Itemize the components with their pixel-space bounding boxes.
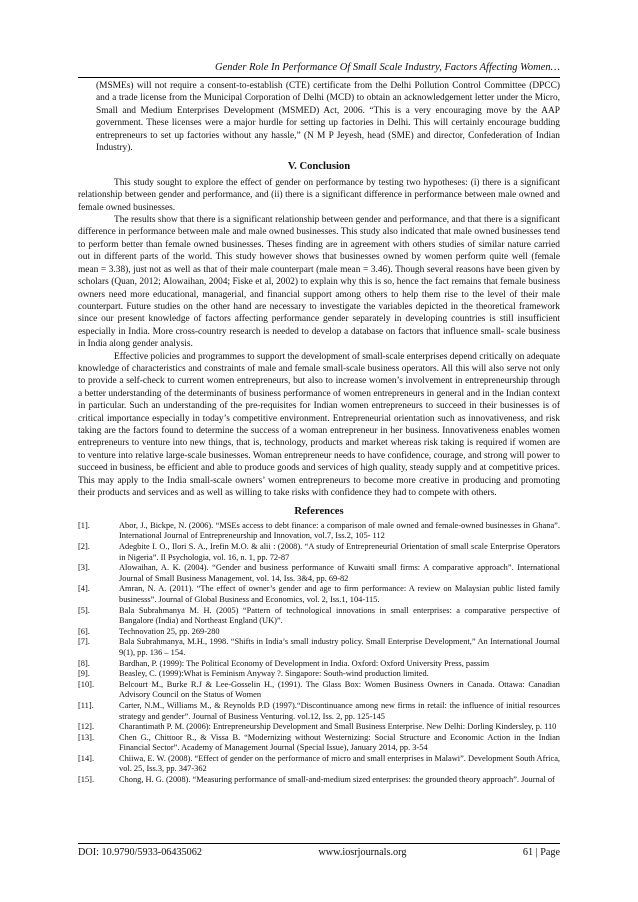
reference-number: [13]. <box>78 732 95 742</box>
reference-text: Adegbite I. O., Ilori S. A., Irefin M.O. & alii : (2008). “A study of Entrepreneurial Orientation of small scale Enterprise Operators in Nigeria”. Il Psychologia, vol. 16, n. 1, pp. 72-87 <box>119 542 560 562</box>
reference-item <box>78 542 560 563</box>
reference-text: Chen G., Chittoor R., & Vissa B. “Modernizing without Westernizing: Social Structure and Economic Action in the Indian Financial Sector”. Academy of Management Journal (Special Issue), January 2014, pp. 3-54 <box>119 732 560 753</box>
reference-text: Chong, H. G. (2008). “Measuring performance of small-and-medium sized enterprises: the grounded theory approach”. Journal of <box>119 775 555 785</box>
references-title: References <box>294 506 344 518</box>
reference-number: [9]. <box>78 669 90 679</box>
reference-text: Technovation 25, pp. 269-280 <box>119 626 220 636</box>
quote-paragraph: (MSMEs) will not require a consent-to-establish (CTE) certificate from the Delhi Pollution Control Committee (DPCC) and a trade license from the Municipal Corporation of Delhi (MCD) to obtain an acknowledgement letter under the Micro, Small and Medium Enterprises Development (MSMED) Act, 2006. “This is a very encouraging move by the AAP government. These licenses were a major hurdle for setting up factories in Delhi. This will certainly encourage budding entrepreneurs to set up factories without any hassle,” (N M P Jeyesh, head (SME) and director, Confederation of Indian Industry). <box>96 81 560 154</box>
reference-item <box>78 733 560 754</box>
reference-text: Chiiwa, E. W. (2008). “Effect of gender on the performance of micro and small enterprises in Malawi”. Development South Africa, vol. 25, Iss.3, pp. 347-362 <box>119 753 560 774</box>
reference-item <box>78 669 560 680</box>
reference-number: [4]. <box>78 584 90 594</box>
reference-number: [5]. <box>78 605 90 615</box>
reference-item <box>78 637 560 658</box>
reference-item <box>78 606 560 627</box>
reference-number: [14]. <box>78 753 95 763</box>
doi-text: DOI: 10.9790/5933-06435062 <box>78 847 202 858</box>
reference-text: Alowaihan, A. K. (2004). “Gender and business performance of Kuwaiti small firms: A comparative approach”. International Journal of Small Business Management, vol. 14, Iss. 3&4, pp. 69-82 <box>119 563 560 583</box>
header-rule <box>78 77 560 78</box>
reference-item <box>78 680 560 701</box>
reference-item <box>78 775 560 786</box>
reference-item <box>78 584 560 605</box>
reference-item <box>78 521 560 542</box>
reference-item <box>78 722 560 733</box>
reference-list <box>78 521 560 786</box>
reference-text: Belcourt M., Burke R.J & Lee-Gosselin H., (1991). The Glass Box: Women Business Owners in Canada. Ottawa: Canadian Advisory Council on the Status of Women <box>119 679 560 700</box>
reference-text: Carter, N.M., Williams M., & Reynolds P.D (1997).“Discontinuance among new firms in retail: the influence of initial resources strategy and gender”. Journal of Business Venturing. vol.12, Iss. 2, pp. 125-145 <box>119 700 560 721</box>
reference-number: [8]. <box>78 658 90 668</box>
reference-number: [6]. <box>78 626 90 636</box>
reference-number: [10]. <box>78 679 95 689</box>
body-paragraph: This study sought to explore the effect of gender on performance by testing two hypotheses: (i) there is a significant relationship between gender and performance, and (ii) there is a significant difference in performance between male owned and female owned businesses. <box>78 177 560 213</box>
reference-text: Charantimath P. M. (2006): Entrepreneurship Development and Small Business Enterprise. New Delhi: Dorling Kindersley, p. 110 <box>119 722 557 732</box>
reference-number: [1]. <box>78 520 90 530</box>
reference-number: [3]. <box>78 563 90 573</box>
journal-website: www.iosrjournals.org <box>318 847 407 858</box>
page-footer <box>78 847 560 858</box>
body-paragraph: Effective policies and programmes to support the development of small-scale enterprises depend critically on adequate knowledge of characteristics and constraints of male and female small-scale business operators. All this will also serve not only to provide a self-check to current women entrepreneurs, but also to increase women’s involvement in entrepreneurship through a better understanding of the determinants of business performance of women entrepreneurs in general and in the Indian context in particular. Such an understanding of the pre-requisites for Indian women entrepreneurs to succeed in their businesses is of critical importance especially in today’s competitive environment. Entrepreneurial orientation such as innovativeness, and risk taking are the factors found to determine the success of a woman entrepreneur in her business. Innovativeness enables women entrepreneurs to venture into new things, that is, technology, products and market whereas risk taking is required if women are to venture into relative large-scale businesses. Woman entrepreneur needs to have confidence, courage, and strong will power to succeed in business, be efficient and able to produce goods and services of high quality, steady supply and at competitive prices. This may apply to the India small-scale owners’ women entrepreneurs to become more creative in producing and promoting their products and services and as well as willing to take risks with confidence they had to compete with others. <box>78 351 560 498</box>
reference-number: [15]. <box>78 775 95 785</box>
reference-item <box>78 754 560 775</box>
reference-item <box>78 563 560 584</box>
running-head: Gender Role In Performance Of Small Scale Industry, Factors Affecting Women… <box>215 62 560 73</box>
body-paragraph: The results show that there is a significant relationship between gender and performance, and that there is a significant difference in performance between male and male owned businesses. This study also indicated that male owned businesses tend to perform better than female owned businesses. Theses finding are in agreement with others studies of similar nature carried out in different parts of the world. This study however shows that businesses owned by women perform quite well (female mean = 3.38), just not as well as that of their male counterpart (male mean = 3.46). Though several reasons have been given by scholars (Quan, 2012; Alowaihan, 2004; Fiske et al, 2002) to explain why this is so, hence the fact remains that female business owners need more educational, managerial, and financial support among others to help them rise to the level of their male counterpart. Future studies on the other hand are necessary to investigate the variables depicted in the theoretical framework since our present knowledge of factors affecting performance gender separately in developing countries is still insufficient especially in India. More cross-country research is needed to develop a database on factors that influence small- scale business in India along gender analysis. <box>78 215 560 350</box>
reference-text: Abor, J., Bickpe, N. (2006). “MSEs access to debt finance: a comparison of male owned and female-owned businesses in Ghana”. International Journal of Entrepreneurship and Innovation, vol.7, Iss.2, 105- 112 <box>119 520 560 541</box>
reference-number: [12]. <box>78 722 95 732</box>
reference-number: [7]. <box>78 637 90 647</box>
reference-item <box>78 627 560 638</box>
reference-number: [2]. <box>78 542 90 551</box>
page-body <box>78 80 560 786</box>
reference-text: Beasley, C. (1999):What is Feminism Anyway ?. Singapore: South-wind production limited. <box>119 669 429 679</box>
reference-text: Bardhan, P. (1999): The Political Economy of Development in India. Oxford: Oxford University Press, passim <box>119 658 490 668</box>
reference-text: Amran, N. A. (2011). “The effect of owner’s gender and age to firm performance: A review on Malaysian public listed family businesss”. Journal of Global Business and Economics, vol. 2, Iss.1, 104-115. <box>119 584 560 604</box>
page-number: 61 | Page <box>522 847 560 858</box>
reference-item <box>78 659 560 670</box>
reference-item <box>78 701 560 722</box>
reference-text: Bala Subrahmanya M. H. (2005) “Pattern of technological innovations in small enterprises: a comparative perspective of Bangalore (India) and Northeast England (UK)”. <box>119 605 560 626</box>
footer-rule <box>78 843 560 844</box>
reference-text: Bala Subrahmanya, M.H., 1998. “Shifts in India’s small industry policy. Small Enterprise Development,” An International Journal 9(1), pp. 136 – 154. <box>119 637 560 657</box>
reference-number: [11]. <box>78 700 94 710</box>
section-title: V. Conclusion <box>287 161 351 173</box>
